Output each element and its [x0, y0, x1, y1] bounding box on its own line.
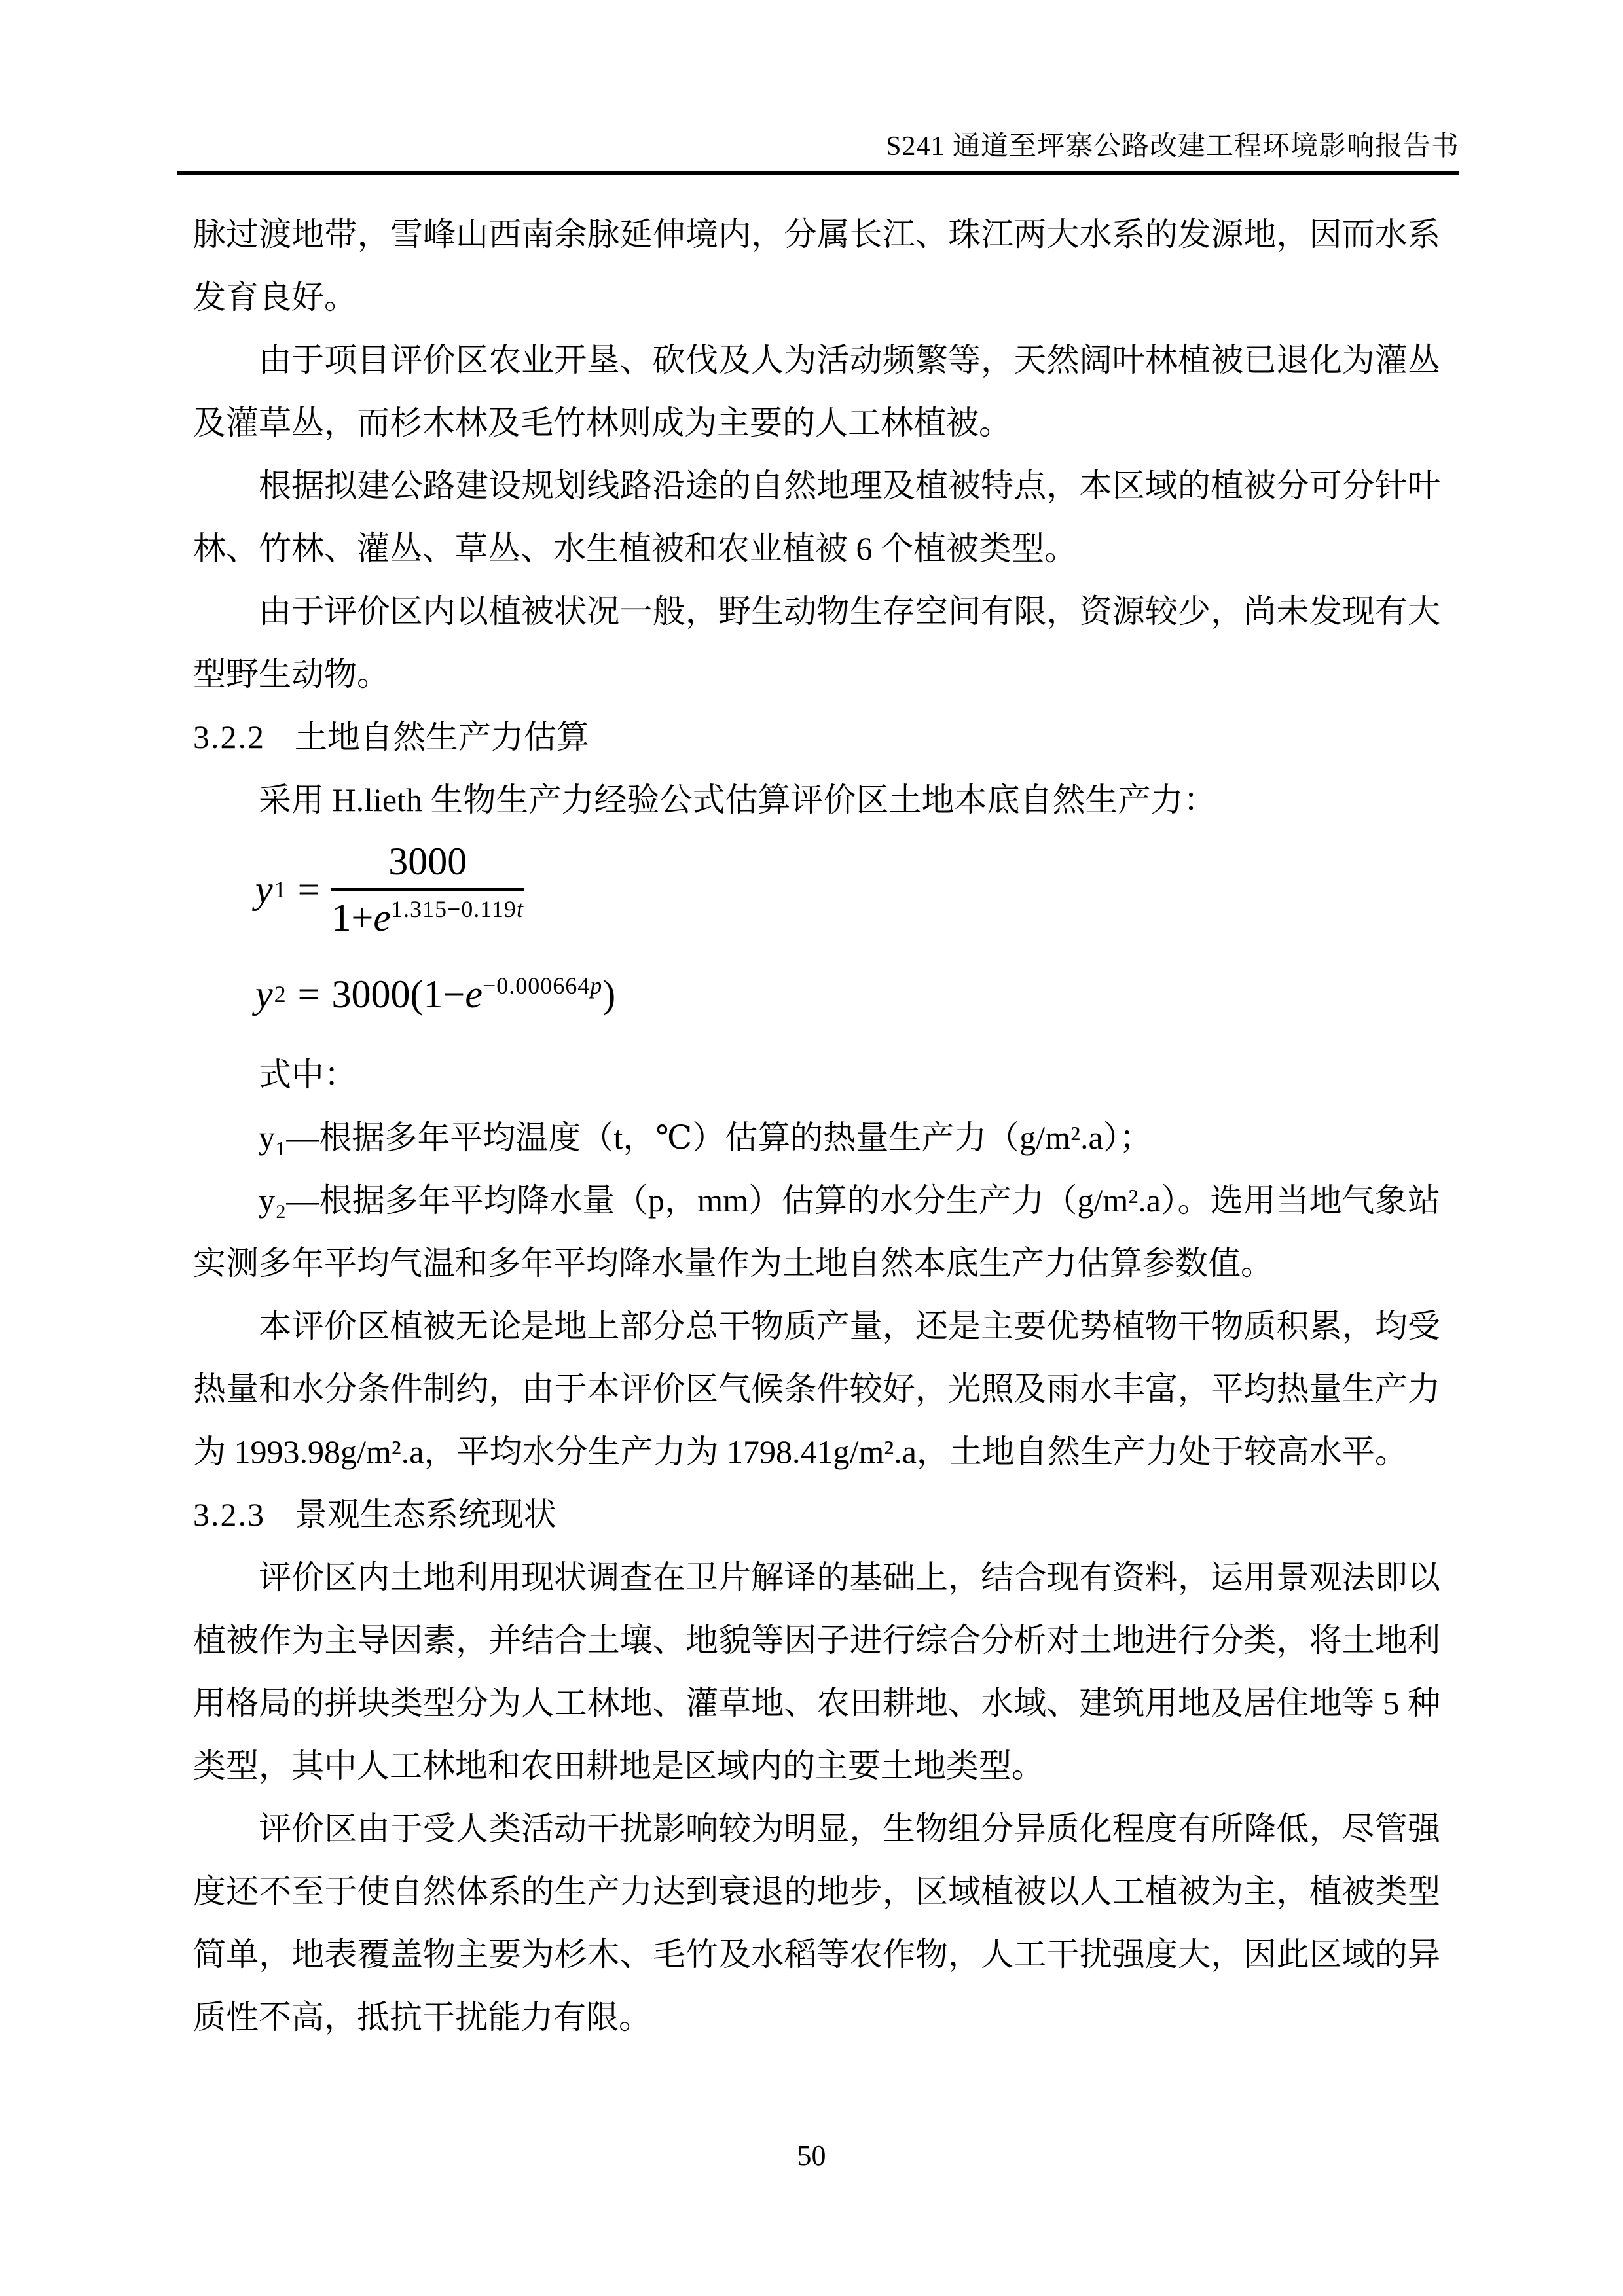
closing-paren: ) — [602, 972, 616, 1016]
euler-e: e — [373, 895, 391, 939]
formula-subscript: 1 — [274, 876, 286, 903]
section-title: 土地自然生产力估算 — [295, 719, 589, 755]
page-number: 50 — [797, 2140, 826, 2172]
formula-y1 — [255, 840, 1440, 939]
formula-y2 — [255, 945, 1440, 1043]
exponent — [483, 973, 602, 999]
header-rule — [177, 171, 1459, 175]
exponent — [391, 896, 524, 922]
exponent-number: −0.000664 — [482, 972, 591, 999]
paragraph: 由于评价区内以植被状况一般，野生动物生存空间有限，资源较少，尚未发现有大型野生动物。 — [193, 593, 1440, 692]
fraction-numerator: 3000 — [388, 839, 467, 883]
formula-variable: y — [255, 867, 273, 911]
paragraph: 本评价区植被无论是地上部分总干物质产量，还是主要优势植物干物质积累，均受热量和水分条件制约，由于本评价区气候条件较好，光照及雨水丰富，平均热量生产力为 1993.98g/m².a，平均水分生产力为 1798.41g/m².a，土地自然生产力处于较高水平。 — [193, 1308, 1440, 1470]
equals-sign: = — [297, 867, 320, 911]
section-number: 3.2.3 — [193, 1496, 265, 1533]
formula-subscript: 2 — [274, 981, 286, 1007]
section-heading-3-2-2 — [193, 706, 1440, 768]
exponent-variable: p — [590, 972, 603, 999]
formula-body — [331, 972, 615, 1017]
paragraph: 评价区内土地利用现状调查在卫片解译的基础上，结合现有资料，运用景观法即以植被作为主导因素，并结合土壤、地貌等因子进行综合分析对土地进行分类，将土地利用格局的拼块类型分为人工林地、灌草地、农田耕地、水域、建筑用地及居住地等 5 种类型，其中人工林地和农田耕地是区域内的主要土地类型。 — [193, 1559, 1440, 1784]
paragraph: y₁—根据多年平均温度（t，℃）估算的热量生产力（g/m².a）； — [259, 1119, 1152, 1156]
fraction — [331, 839, 523, 941]
section-title: 景观生态系统现状 — [295, 1496, 556, 1533]
document-body — [193, 203, 1440, 2049]
formula-variable: y — [255, 972, 273, 1016]
denominator-base: 1+ — [331, 895, 374, 939]
formula-prefix: 3000(1− — [331, 972, 465, 1016]
section-number: 3.2.2 — [193, 719, 265, 755]
paragraph: 由于项目评价区农业开垦、砍伐及人为活动频繁等，天然阔叶林植被已退化为灌丛及灌草丛，而杉木林及毛竹林则成为主要的人工林植被。 — [193, 342, 1440, 441]
paragraph: 根据拟建公路建设规划线路沿途的自然地理及植被特点，本区域的植被分可分针叶林、竹林、灌丛、草丛、水生植被和农业植被 6 个植被类型。 — [193, 467, 1440, 567]
equals-sign: = — [297, 972, 320, 1016]
page-header-title: S241 通道至坪寨公路改建工程环境影响报告书 — [886, 132, 1459, 162]
paragraph: 采用 H.lieth 生物生产力经验公式估算评价区土地本底自然生产力： — [259, 781, 1216, 818]
fraction-denominator — [331, 888, 523, 941]
paragraph: 式中： — [259, 1056, 357, 1093]
exponent-variable: t — [516, 895, 524, 922]
section-heading-3-2-3 — [193, 1483, 1440, 1546]
exponent-number: 1.315−0.119 — [390, 895, 517, 922]
paragraph: 评价区由于受人类活动干扰影响较为明显，生物组分异质化程度有所降低，尽管强度还不至于使自然体系的生产力达到衰退的地步，区域植被以人工植被为主，植被类型简单，地表覆盖物主要为杉木、毛竹及水稻等农作物，人工干扰强度大，因此区域的异质性不高，抵抗干扰能力有限。 — [193, 1810, 1440, 2036]
euler-e: e — [465, 972, 483, 1016]
paragraph: 脉过渡地带，雪峰山西南余脉延伸境内，分属长江、珠江两大水系的发源地，因而水系发育良好。 — [193, 216, 1440, 315]
paragraph: y₂—根据多年平均降水量（p，mm）估算的水分生产力（g/m².a）。选用当地气象站实测多年平均气温和多年平均降水量作为土地自然本底生产力估算参数值。 — [193, 1182, 1440, 1282]
